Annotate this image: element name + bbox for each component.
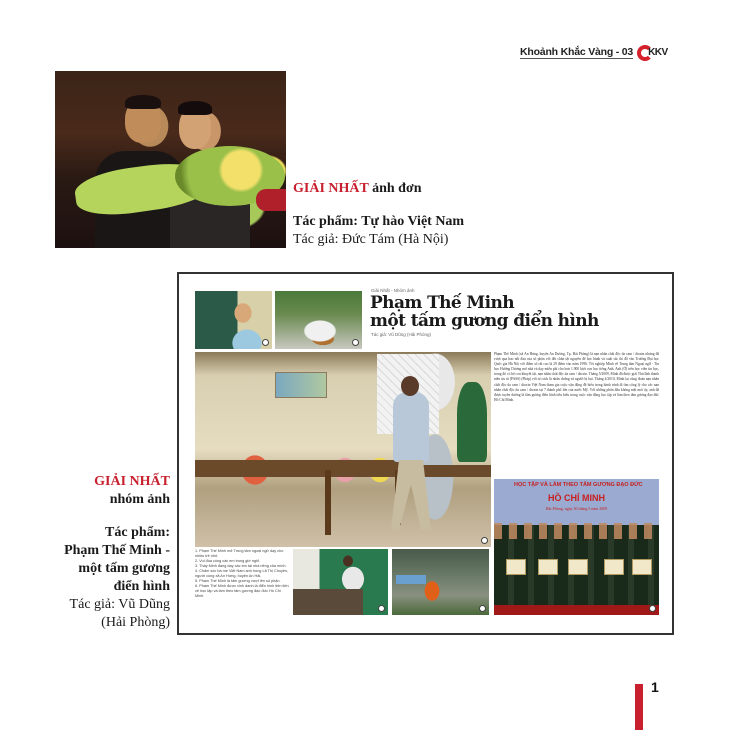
category-label: nhóm ảnh	[109, 492, 170, 507]
page-number: 1	[651, 679, 659, 695]
photo-captions	[195, 549, 290, 599]
photo-5-road	[392, 549, 489, 615]
kkv-logo-icon	[637, 44, 671, 62]
category-label: ảnh đơn	[372, 181, 422, 196]
certificate	[568, 559, 588, 575]
author-credit: Tác giả: Vũ Dũng	[69, 597, 170, 612]
photo-detail	[293, 589, 363, 615]
award-single-title	[293, 180, 533, 198]
photo-3-classroom	[195, 352, 491, 547]
caption-item: 2. Vui đùa cùng các em trong giờ nghỉ.	[195, 559, 261, 563]
article-body: Phạm Thế Minh (xã An Hưng, huyện An Dương, Tp. Hải Phòng) là nạn nhân chất độc da cam / dioxin nhưng đã vượt qua bao nỗi đau của số phận với đôi chân tật nguyền để học hành và xuất sắc thi đỗ vào Trường Đại học Quốc gia Hà Nội với điểm số rất cao là 29 điểm vào năm 1996. Tốt nghiệp Minh về Trung tâm Ngoại ngữ - Tin học Hướng Dương mở nhà và dạy miễn phí cho hơn 1.900 lượt con học tiếng Anh, Anh (Ở) trên học viên tin học, trong đó có hệ con khuyết tật, nạn nhân chất độc da cam / dioxin. Tháng 5/2009, Minh đã được giải Thủ lĩnh thanh niên ưu tú (PASS) (Pháp) với tư cách là nhân chứng và người bị hại. Tháng 4/2010, Minh lại cùng đoàn nạn nhân chất độc da cam / dioxin Việt Nam tham gia cuộc vận động đề hiểu trong hành trình đi tìm công lý cho các nạn nhân chất độc da cam / dioxin tại 7 thành phố lớn của nước Mỹ. Với những phấn đấu không mệt mỏi ấy, anh đã được tuyên dương là tấm gương điển hình tiêu biểu trong cuộc vận động học tập và làm theo tấm gương đạo đức Hồ Chí Minh.	[494, 352, 659, 402]
article-byline: Tác giả: Vũ Dũng (Hải Phòng)	[371, 332, 432, 337]
work-title: Tác phẩm: Tự hào Việt Nam	[293, 214, 465, 229]
award-group-caption	[40, 473, 170, 632]
photo-2-guitar	[275, 291, 362, 349]
caption-item: 1. Phạm Thế Minh mở Trung tâm ngoại ngữ dạy cho nhiều trẻ nhỏ.	[195, 549, 284, 558]
photo-detail	[494, 605, 659, 615]
work-title-line: Phạm Thế Minh -	[64, 543, 170, 558]
photo-detail	[494, 523, 659, 539]
photo-figure	[393, 392, 429, 462]
photo-detail	[195, 460, 405, 470]
work-title-line: một tấm gương	[78, 561, 170, 576]
article-headline	[370, 294, 599, 330]
certificate	[538, 559, 558, 575]
prize-label: GIẢI NHẤT	[94, 474, 170, 489]
photo-detail	[457, 382, 487, 462]
photo-number-icon	[262, 339, 269, 346]
work-label: Tác phẩm:	[105, 525, 170, 540]
photo-1-teacher	[195, 291, 272, 349]
certificate	[506, 559, 526, 575]
caption-item: 6. Phạm Thế Minh được vinh danh là điển hình tiên tiến về học tập và làm theo tấm gương đạo đức Hồ Chí Minh.	[195, 584, 289, 598]
certificate	[632, 559, 652, 575]
photo-number-icon	[649, 605, 656, 612]
brand-title: Khoảnh Khắc Vàng - 03	[520, 46, 634, 58]
photo-detail	[396, 575, 426, 584]
photo-4-home-care	[293, 549, 388, 615]
photo-number-icon	[479, 605, 486, 612]
caption-item: 5. Phạm Thế Minh là tấm gương vượt lên số phận.	[195, 579, 281, 583]
work-title-line: điển hình	[113, 579, 170, 594]
photo-detail	[256, 189, 286, 211]
page-marker-bar	[635, 684, 643, 730]
photo-figure	[401, 376, 419, 396]
headline-line: một tấm gương điển hình	[370, 311, 599, 331]
photo-number-icon	[378, 605, 385, 612]
award-photo-single	[55, 71, 286, 248]
magazine-spread	[177, 272, 674, 635]
caption-item: 3. Thầy Minh đang dạy các em tại nhà riêng của mình.	[195, 564, 287, 568]
photo-number-icon	[352, 339, 359, 346]
photo-6-award-ceremony	[494, 479, 659, 615]
photo-detail	[325, 470, 331, 535]
banner-text: HỒ CHÍ MINH	[548, 493, 605, 503]
photo-figure	[125, 95, 161, 109]
headline-line: Phạm Thế Minh	[370, 293, 515, 313]
banner-text: Hải Phòng, ngày 30 tháng 5 năm 2009	[545, 506, 608, 511]
award-single-caption	[293, 180, 533, 249]
photo-figure	[178, 101, 212, 115]
article-kicker: Giải Nhất - Nhóm ảnh	[371, 288, 415, 293]
author-credit: (Hải Phòng)	[101, 615, 170, 630]
certificate	[604, 559, 624, 575]
banner-text: HỌC TẬP VÀ LÀM THEO TẤM GƯƠNG ĐẠO ĐỨC	[514, 482, 643, 488]
prize-label: GIẢI NHẤT	[293, 181, 369, 196]
photo-number-icon	[481, 537, 488, 544]
caption-item: 4. Chăm sóc bà mẹ Việt Nam anh hùng Lã Thị Chuyên, người cùng xã An Hưng, huyện An Hải.	[195, 569, 289, 578]
logo-text: KKV	[648, 47, 668, 58]
author-credit: Tác giả: Đức Tám (Hà Nội)	[293, 232, 449, 247]
photo-detail	[275, 372, 327, 398]
brand-header	[520, 42, 671, 64]
